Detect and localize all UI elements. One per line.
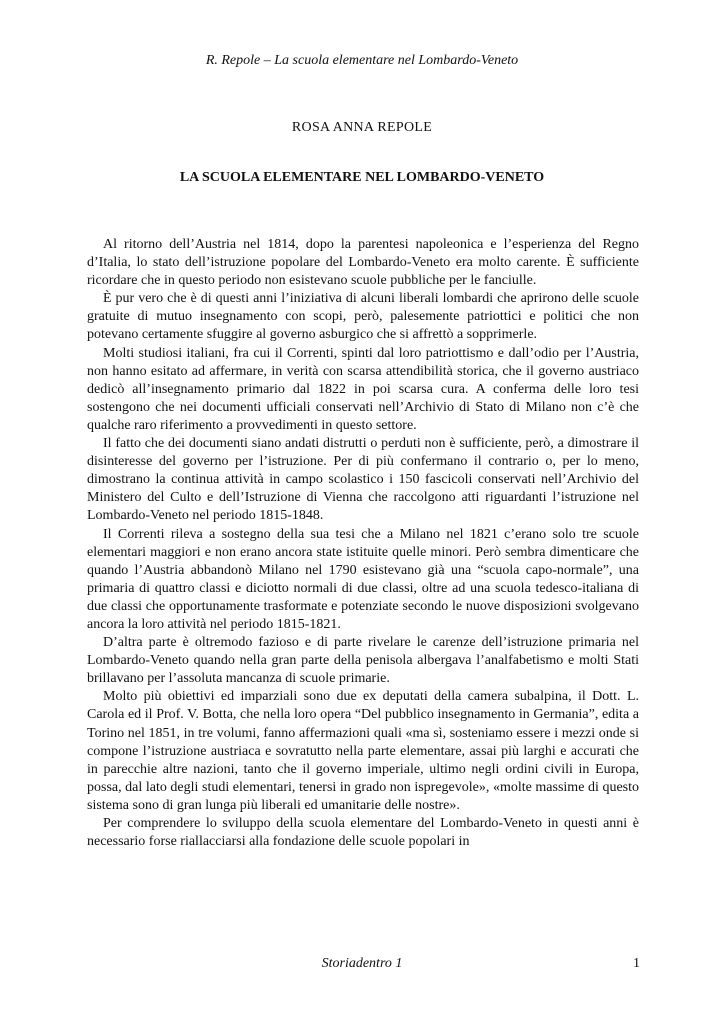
paragraph: Molto più obiettivi ed imparziali sono due ex deputati della camera subalpina, il Dott. L. Carola ed il Prof. V. Botta, che nella loro opera “Del pubblico insegnamento in Germania”, edita a Torino nel 1851, in tre volumi, fanno affermazioni quali «ma sì, sosteniamo essere i mezzi onde si compone l’istruzione austriaca e sovratutto nella parte elementare, assai più larghi e accurati che in parecchie altre nazioni, tanto che il governo imperiale, ultimo negli ordini civili in Europa, possa, dal lato degli studi elementari, tenersi in grado non ispregevole», «molte massime di questo sistema sono di gran lunga più liberali ed umanitarie delle nostre».: [87, 689, 639, 813]
author-name: ROSA ANNA REPOLE: [291, 120, 433, 135]
article-body: [87, 236, 639, 851]
paragraph: Al ritorno dell’Austria nel 1814, dopo la parentesi napoleonica e l’esperienza del Regno d’Italia, lo stato dell’istruzione popolare del Lombardo-Veneto era molto carente. È sufficiente ricordare che in questo periodo non esistevano scuole pubbliche per le fanciulle.: [87, 237, 639, 289]
article-title: LA SCUOLA ELEMENTARE NEL LOMBARDO-VENETO: [179, 170, 545, 185]
paragraph: Per comprendere lo sviluppo della scuola elementare del Lombardo-Veneto in questi anni è necessario forse riallacciarsi alla fondazione delle scuole popolari in: [87, 816, 639, 850]
page-number: 1: [633, 956, 640, 971]
running-header: R. Repole – La scuola elementare nel Lombardo-Veneto: [205, 53, 519, 68]
paragraph: D’altra parte è oltremodo fazioso e di parte rivelare le carenze dell’istruzione primaria nel Lombardo-Veneto quando nella gran parte della penisola albergava l’analfabetismo e molti Stati brillavano per l’assoluta mancanza di scuole primarie.: [87, 635, 639, 687]
paragraph: Il Correnti rileva a sostegno della sua tesi che a Milano nel 1821 c’erano solo tre scuole elementari maggiori e non erano ancora state istituite quelle minori. Però sembra dimenticare che quando l’Austria abbandonò Milano nel 1790 esistevano già una “scuola capo-normale”, una primaria di quattro classi e diciotto normali di due classi, oltre ad una scuola tedesco-italiana di due classi che opportunamente trasformate e potenziate secondo le nuove disposizioni svolgevano ancora la loro attività nel periodo 1815-1821.: [87, 526, 639, 632]
footer-journal-title: Storiadentro 1: [321, 956, 403, 971]
paragraph: È pur vero che è di questi anni l’iniziativa di alcuni liberali lombardi che aprirono delle scuole gratuite di mutuo insegnamento con scopi, però, palesemente patriottici e politici che non potevano certamente sfuggire al governo asburgico che si affrettò a sopprimerle.: [87, 291, 639, 343]
paragraph: Molti studiosi italiani, fra cui il Correnti, spinti dal loro patriottismo e dall’odio per l’Austria, non hanno esitato ad affermare, in verità con scarsa attendibilità storica, che il governo austriaco dedicò all’insegnamento primario dal 1822 in poi scarsa cura. A conferma delle loro tesi sostengono che nei documenti ufficiali conservati nell’Archivio di Stato di Milano non c’è che qualche raro riferimento a provvedimenti in questo settore.: [87, 345, 639, 433]
paragraph: Il fatto che dei documenti siano andati distrutti o perduti non è sufficiente, però, a dimostrare il disinteresse del governo per l’istruzione. Per di più confermano il contrario o, per lo meno, dimostrano la continua attività in campo scolastico i 150 fascicoli conservati nell’Archivio del Ministero del Culto e dell’Istruzione di Vienna che raccolgono atti riguardanti l’istruzione nel Lombardo-Veneto nel periodo 1815-1848.: [87, 436, 639, 524]
